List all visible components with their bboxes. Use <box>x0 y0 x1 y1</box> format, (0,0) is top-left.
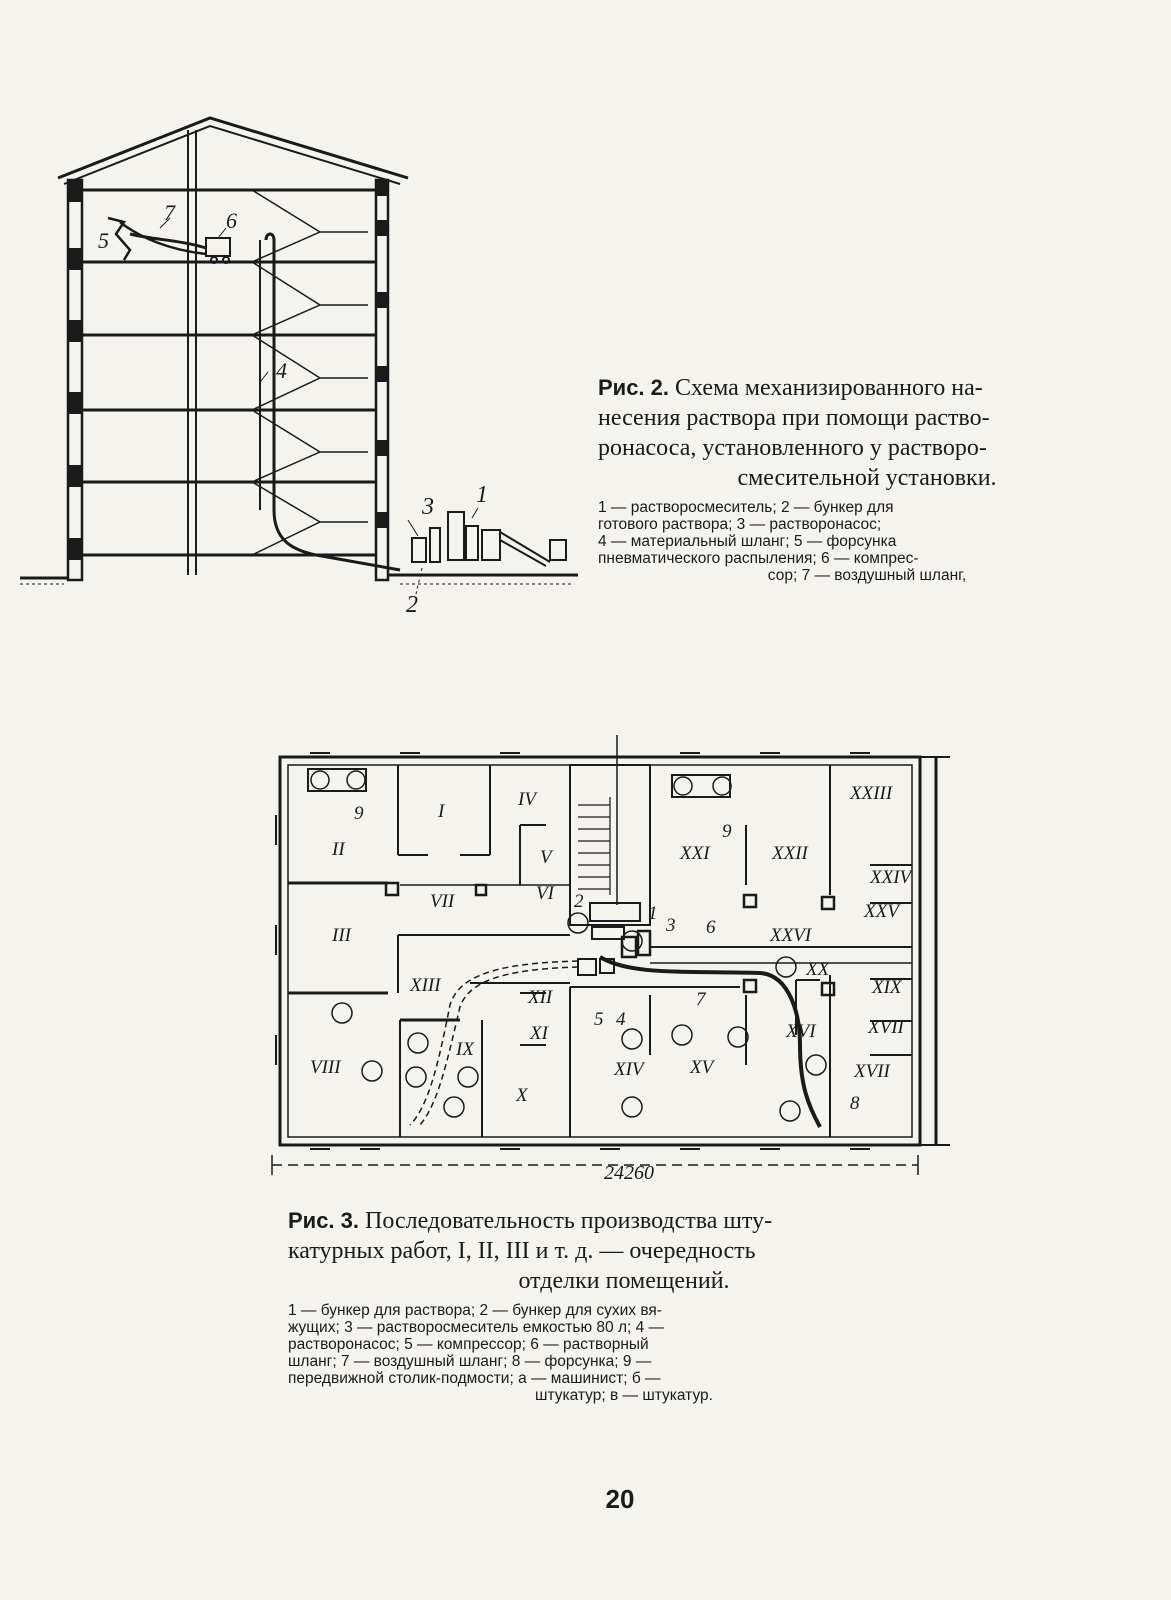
worker-marker <box>776 957 796 977</box>
figure-2-legend-line: 4 — материальный шланг; 5 — форсунка <box>598 533 897 550</box>
worker-marker <box>622 1029 642 1049</box>
label-2: 2 <box>406 592 418 618</box>
room-IX: IX <box>456 1039 474 1060</box>
room-XXIII: XXIII <box>850 783 893 804</box>
room-XX: XX <box>806 959 830 980</box>
room-XI: XI <box>530 1023 548 1044</box>
roof-outline <box>58 118 408 178</box>
label-4: 4 <box>276 358 287 383</box>
worker-marker <box>458 1067 478 1087</box>
label-1: 1 <box>476 482 488 508</box>
figure-2-label: Рис. 2. <box>598 375 670 400</box>
figure-2-title-line-3: ронасоса, установленного у растворо- <box>598 435 987 461</box>
figure-2-caption <box>598 373 1136 584</box>
overall-dimension: 24260 <box>604 1162 654 1184</box>
number-7: 7 <box>696 989 706 1010</box>
room-III: III <box>332 925 351 946</box>
worker-marker <box>408 1033 428 1053</box>
number-1: 1 <box>648 903 658 924</box>
figure-2-section-drawing <box>20 110 590 670</box>
number-9: 9 <box>354 803 364 824</box>
figure-3-title-line-2: катурных работ, I, II, III и т. д. — очередность <box>288 1238 756 1264</box>
room-IV: IV <box>518 789 536 810</box>
worker-marker <box>780 1101 800 1121</box>
number-5: 5 <box>594 1009 604 1030</box>
figure-2-title-line-2: несения раствора при помощи раство- <box>598 405 990 431</box>
mortar-hopper <box>590 903 640 921</box>
figure-2-legend-line: сор; 7 — воздушный шланг, <box>767 567 967 584</box>
outer-walls <box>280 757 920 1145</box>
room-XXII: XXII <box>772 843 808 864</box>
number-9: 9 <box>722 821 732 842</box>
worker-marker <box>362 1061 382 1081</box>
room-XIII: XIII <box>410 975 441 996</box>
mortar-pump <box>412 538 426 562</box>
figure-2-legend-line: готового раствора; 3 — растворонасос; <box>598 516 882 533</box>
room-XIV: XIV <box>614 1059 644 1080</box>
figure-2-legend <box>598 499 1136 584</box>
room-XII: XII <box>528 987 553 1008</box>
figure-3-legend-line: штукатур; в — штукатур. <box>535 1387 713 1404</box>
figure-3-legend <box>288 1302 960 1404</box>
room-II: II <box>332 839 345 860</box>
worker-marker <box>672 1025 692 1045</box>
room-XXVI: XXVI <box>770 925 812 946</box>
figure-3-legend-line: шланг; 7 — воздушный шланг; 8 — форсунка; 9 — <box>288 1353 652 1370</box>
room-XXV: XXV <box>864 901 899 922</box>
number-6: 6 <box>706 917 716 938</box>
room-XV: XV <box>690 1057 714 1078</box>
label-7: 7 <box>164 200 175 225</box>
figure-3-legend-line: 1 — бункер для раствора; 2 — бункер для сухих вя- <box>288 1302 662 1319</box>
room-VIII: VIII <box>310 1057 341 1078</box>
room-X: X <box>516 1085 528 1106</box>
room-VII: VII <box>430 891 455 912</box>
room-XXIV: XXIV <box>870 867 912 888</box>
scaffold-table-right <box>672 775 730 797</box>
figure-2-legend-line: пневматического распыления; 6 — компрес- <box>598 550 919 567</box>
compressor <box>206 238 230 256</box>
figure-3-floor-plan <box>260 735 970 1190</box>
figure-3-legend-line: растворонасос; 5 — компрессор; 6 — растворный <box>288 1336 649 1353</box>
worker-marker <box>347 771 365 789</box>
room-XVIII: XVII <box>854 1061 890 1082</box>
room-I: I <box>438 801 445 822</box>
figure-3-legend-line: жущих; 3 — растворосмеситель емкостью 80 л; 4 — <box>288 1319 665 1336</box>
nozzle-worker <box>108 218 130 260</box>
mortar-pump-box <box>578 959 596 975</box>
number-3: 3 <box>666 915 676 936</box>
figure-3-legend-line: передвижной столик-подмости; а — машинист; б — <box>288 1370 661 1387</box>
figure-2-title <box>598 373 1136 493</box>
label-5: 5 <box>98 228 109 253</box>
label-6: 6 <box>226 208 237 233</box>
worker-marker <box>406 1067 426 1087</box>
page-number: 20 <box>605 1484 635 1514</box>
number-4: 4 <box>616 1009 626 1030</box>
worker-marker <box>806 1055 826 1075</box>
figure-3-label: Рис. 3. <box>288 1208 360 1233</box>
worker-marker <box>674 777 692 795</box>
room-XXI: XXI <box>680 843 710 864</box>
room-V: V <box>540 847 552 868</box>
mortar-mixer <box>448 512 464 560</box>
mortar-mixer <box>592 927 624 939</box>
figure-2-title-line-1: Схема механизированного на- <box>675 375 983 401</box>
number-2: 2 <box>574 891 584 912</box>
figure-3-title-line-3: отделки помещений. <box>518 1268 730 1294</box>
figure-3-title <box>288 1206 960 1296</box>
worker-marker <box>444 1097 464 1117</box>
figure-2-legend-line: 1 — растворосмеситель; 2 — бункер для <box>598 499 894 516</box>
worker-marker <box>332 1003 352 1023</box>
worker-marker <box>311 771 329 789</box>
worker-marker <box>622 1097 642 1117</box>
figure-2-title-line-4: смесительной установки. <box>737 465 997 491</box>
room-XIX: XIX <box>872 977 902 998</box>
room-VI: VI <box>536 883 554 904</box>
figure-3-title-line-1: Последовательность производства шту- <box>365 1208 773 1234</box>
room-XVI: XVI <box>786 1021 816 1042</box>
left-wall <box>68 180 82 580</box>
label-3: 3 <box>422 494 434 520</box>
worker-marker <box>713 777 731 795</box>
figure-3-caption <box>288 1206 960 1404</box>
room-XVII: XVII <box>868 1017 904 1038</box>
number-8: 8 <box>850 1093 860 1114</box>
